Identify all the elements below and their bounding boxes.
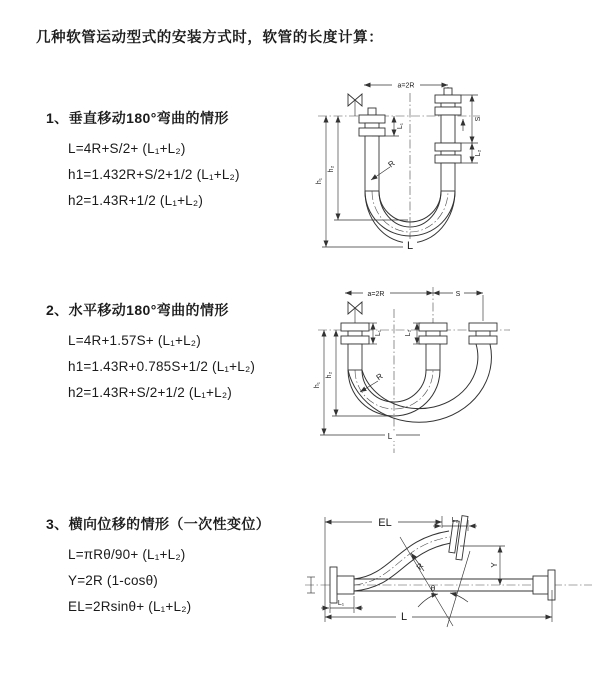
centerlines: [318, 287, 510, 453]
hose-u-curves: [348, 344, 491, 422]
dim-label-h1: h₁: [314, 381, 321, 389]
section-horizontal-travel: [46, 300, 316, 411]
section-vertical-travel: [46, 108, 316, 219]
dim-label-l1: L₁: [375, 329, 382, 337]
angle-label-theta: θ: [430, 584, 436, 593]
formula-line: L=4R+1.57S+ (L₁+L₂): [68, 333, 201, 348]
dim-label-r: R: [386, 158, 397, 170]
centerlines: [318, 93, 480, 251]
dim-label-h1: h₁: [316, 177, 323, 185]
dimension-s: [433, 287, 483, 321]
dim-label-l1: L₁: [337, 600, 345, 607]
dim-label-el: EL: [378, 517, 392, 529]
braided-hose-section: [426, 344, 440, 370]
dim-label-l1: L₁: [397, 122, 404, 130]
dim-label-y: Y: [490, 562, 499, 568]
dim-label-h2: h₂: [326, 371, 333, 379]
section-heading: 2、水平移动180°弯曲的情形: [46, 302, 229, 318]
dim-label-l2: L₂: [451, 517, 459, 524]
section-heading: 1、垂直移动180°弯曲的情形: [46, 110, 229, 126]
formula-line: EL=2Rsinθ+ (L₁+L₂): [68, 599, 192, 614]
dim-label-a2r: a=2R: [397, 82, 415, 90]
formula-line: h1=1.432R+S/2+1/2 (L₁+L₂): [68, 167, 240, 182]
dim-label-l: L: [406, 240, 414, 252]
braided-hose-section: [441, 163, 455, 191]
dim-label-l: L: [387, 432, 393, 441]
dim-label-s: S: [475, 116, 482, 122]
formula-line: L=4R+S/2+ (L₁+L₂): [68, 141, 186, 156]
left-end-fitting: [341, 323, 369, 370]
shifted-end-fitting: [469, 323, 497, 344]
dimension-a-2r: [364, 79, 448, 93]
middle-end-fitting: [419, 323, 447, 370]
section-lateral-offset: [46, 514, 316, 625]
diagram-lateral-offset: [300, 495, 600, 660]
formula-line: h2=1.43R+1/2 (L₁+L₂): [68, 193, 204, 208]
dim-label-r: R: [414, 561, 426, 572]
page-title: 几种软管运动型式的安装方式时，软管的长度计算：: [36, 30, 384, 46]
straight-pipe: [354, 579, 533, 591]
dim-label-s: S: [455, 291, 461, 298]
left-flange: [330, 567, 354, 603]
braided-hose-section: [365, 136, 379, 191]
dimension-l1: [369, 323, 382, 344]
dim-label-a2r: a=2R: [367, 291, 385, 298]
dim-label-l2: L₂: [405, 329, 412, 337]
valve-icon: [348, 302, 362, 323]
left-end-fitting: [359, 108, 385, 191]
formula-line: L=πRθ/90+ (L₁+L₂): [68, 547, 186, 562]
valve-icon: [348, 94, 362, 116]
right-end-fitting: [435, 88, 461, 191]
dim-label-h2: h₂: [328, 165, 335, 173]
formula-line: h1=1.43R+0.785S+1/2 (L₁+L₂): [68, 359, 256, 374]
dimension-l2: [463, 119, 482, 163]
section-heading: 3、横向位移的情形（一次性变位）: [46, 516, 271, 532]
dimension-l: [325, 590, 552, 623]
diagram-vertical-180-bend: [310, 73, 600, 258]
dimension-h1: [314, 330, 420, 435]
formula-line: Y=2R (1-cosθ): [68, 573, 159, 588]
dim-label-l: L: [400, 611, 408, 623]
diagram-horizontal-180-bend: [310, 283, 600, 458]
formula-line: h2=1.43R+S/2+1/2 (L₁+L₂): [68, 385, 232, 400]
dimension-l1: [321, 596, 363, 613]
braided-hose-section: [348, 344, 362, 370]
dim-label-r: R: [374, 371, 385, 383]
dimension-a-2r: [345, 287, 433, 298]
dim-label-l2: L₂: [475, 149, 482, 157]
